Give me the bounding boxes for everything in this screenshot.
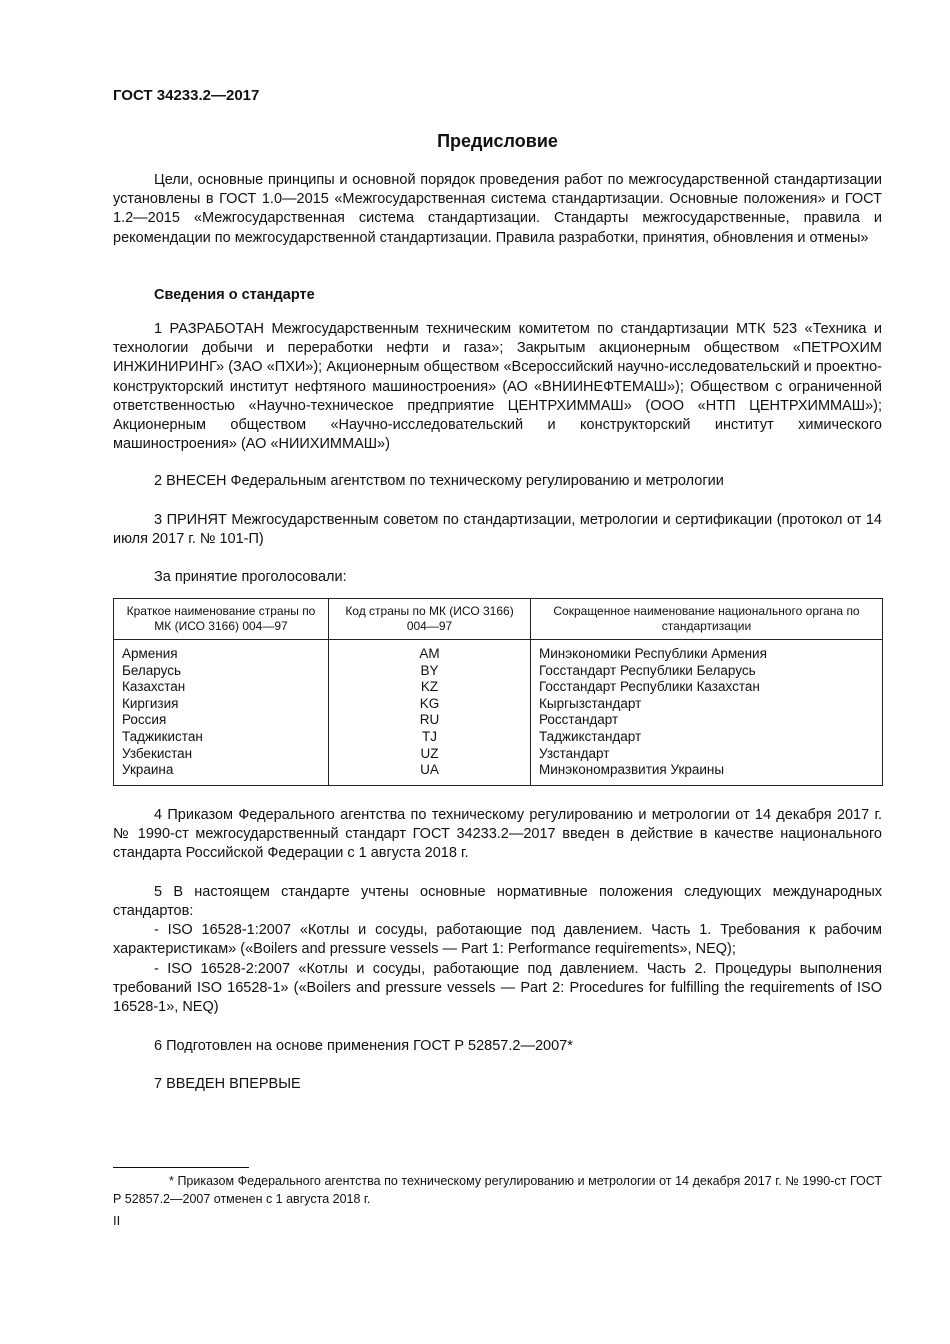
item-4-order: 4 Приказом Федерального агентства по техническому регулированию и метрологии от 14 декабря 2017 г. № 1990-ст межгосударственный стандарт ГОСТ 34233.2—2017 введен в действие в качестве национального стандарта Российской Федерации с 1 августа 2018 г. [113,807,882,862]
country-code: TJ [422,728,437,744]
standards-bodies-cell [531,640,883,786]
standards-body: Узстандарт [539,745,610,761]
standards-body: Таджикстандарт [539,728,642,744]
standards-body: Минэкономики Республики Армения [539,646,767,661]
standards-body: Минэкономразвития Украины [539,762,725,778]
country-code: UA [420,762,439,778]
table-header-body: Сокращенное наименование национального органа по стандартизации [531,599,883,640]
table-header-code: Код страны по МК (ИСО 3166) 004—97 [329,599,531,640]
item-3-adopted: 3 ПРИНЯТ Межгосударственным советом по стандартизации, метрологии и сертификации (протокол от 14 июля 2017 г. № 101-П) [113,512,882,548]
item-2-submitted: 2 ВНЕСЕН Федеральным агентством по техническому регулированию и метрологии [154,473,724,489]
country-name: Беларусь [122,662,182,678]
country-code: AM [419,646,440,661]
country-name: Армения [122,646,178,661]
table-header-country: Краткое наименование страны по МК (ИСО 3166) 004—97 [114,599,329,640]
page-number: II [113,1213,121,1228]
country-code: BY [420,662,439,678]
standards-body: Кыргызстандарт [539,695,642,711]
voting-states-table [113,598,883,786]
intro-paragraph: Цели, основные принципы и основной порядок проведения работ по межгосударственной стандартизации установлены в ГОСТ 1.0—2015 «Межгосударственная система стандартизации. Основные положения» и ГОСТ 1.2—2015 «Межгосударственная система стандартизации. Стандарты межгосударственные, правила и рекомендации по межгосударственной стандартизации. Правила разработки, принятия, обновления и отмены» [113,172,882,246]
table-row [114,640,883,786]
country-name: Россия [122,712,167,728]
item-5-standards: 5 В настоящем стандарте учтены основные нормативные положения следующих международных стандартов: [113,884,882,920]
country-name: Узбекистан [122,745,193,761]
footnote: * Приказом Федерального агентства по техническому регулированию и метрологии от 14 декабря 2017 г. № 1990-ст ГОСТ Р 52857.2—2007 отменен с 1 августа 2018 г. [113,1174,882,1206]
standards-body: Госстандарт Республики Беларусь [539,662,756,678]
item-6-prepared: 6 Подготовлен на основе применения ГОСТ Р 52857.2—2007* [154,1038,573,1054]
country-name: Украина [122,762,174,778]
country-name: Киргизия [122,695,179,711]
item-5-iso-16528-1: - ISO 16528-1:2007 «Котлы и сосуды, работающие под давлением. Часть 1. Требования к рабочим характеристикам» («Boilers and pressure vessels — Part 1: Performance requirements», NEQ); [113,922,882,958]
country-code: KG [419,695,440,711]
footnote-separator [113,1167,249,1168]
country-codes-cell [329,640,531,786]
country-code: KZ [420,679,439,695]
item-1-developed: 1 РАЗРАБОТАН Межгосударственным техническим комитетом по стандартизации МТК 523 «Техника и технологии добычи и переработки нефти и газа»; Закрытым акционерным обществом «ПЕТРОХИМ ИНЖИНИРИНГ» (ЗАО «ПХИ»); Акционерным обществом «Всероссийский научно-исследовательский и проектно-конструкторский институт нефтяного машиностроения» (АО «ВНИИНЕФТЕМАШ»); Обществом с ограниченной ответственностью «Научно-техническое предприятие ЦЕНТРХИММАШ» (ООО «НТП ЦЕНТРХИММАШ»); Акционерным обществом «Научно-исследовательский и конструкторский институт химического машиностроения» (АО «НИИХИММАШ») [113,321,882,453]
country-code: UZ [420,745,439,761]
country-name: Казахстан [122,679,186,695]
standards-body: Госстандарт Республики Казахстан [539,679,760,695]
item-5-iso-16528-2: - ISO 16528-2:2007 «Котлы и сосуды, работающие под давлением. Часть 2. Процедуры выполнения требований ISO 16528-1» («Boilers and pressure vessels — Part 2: Procedures for fulfilling the requirements of ISO 16528-1», NEQ) [113,961,882,1016]
section-title: Предисловие [437,131,558,151]
item-7-introduced: 7 ВВЕДЕН ВПЕРВЫЕ [154,1076,301,1092]
vote-label: За принятие проголосовали: [154,569,347,585]
country-names-cell [114,640,329,786]
info-heading: Сведения о стандарте [154,287,315,303]
table-header-row [114,599,883,640]
country-code: RU [419,712,440,728]
standards-body: Росстандарт [539,712,619,728]
country-name: Таджикистан [122,728,203,744]
document-code-header: ГОСТ 34233.2—2017 [113,87,260,104]
